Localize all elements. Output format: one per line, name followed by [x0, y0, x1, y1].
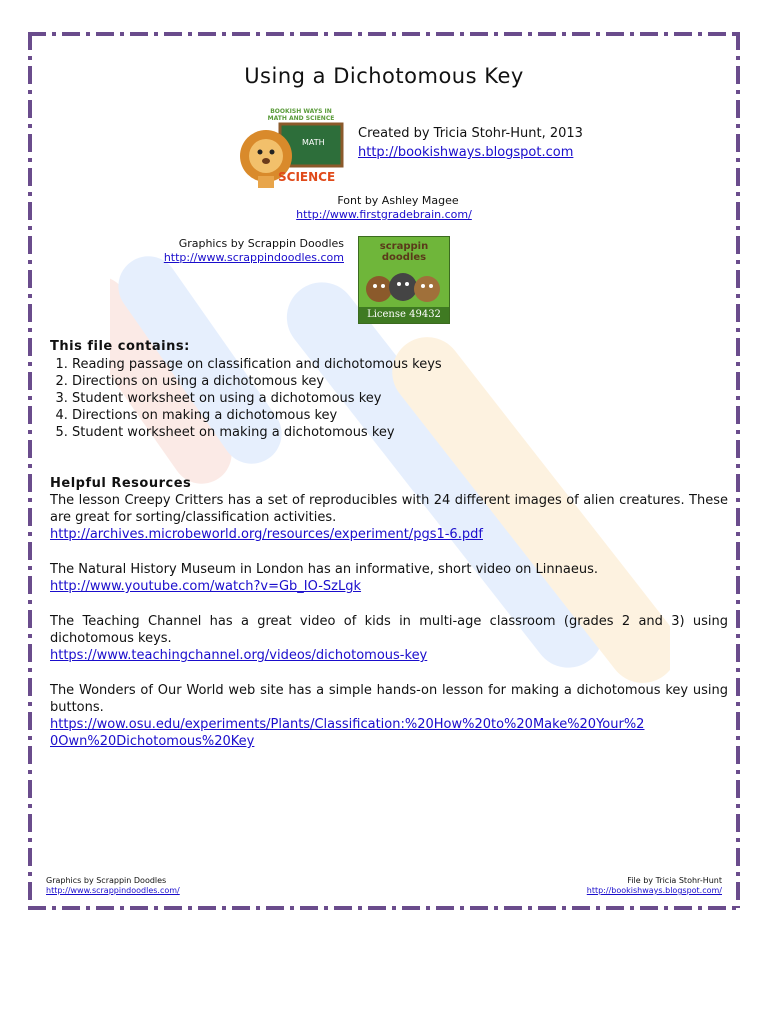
resource-wonders-link-line-1[interactable]: https://wow.osu.edu/experiments/Plants/Classification:%20How%20to%20Make%20Your%2: [50, 717, 645, 732]
font-by-link[interactable]: http://www.firstgradebrain.com/: [296, 208, 472, 221]
animals-icon: [363, 259, 445, 307]
contents-item: 4. Directions on making a dichotomous key: [72, 407, 728, 424]
logo-board-text: MATH: [302, 138, 325, 147]
badge-license: License 49432: [359, 307, 449, 323]
created-by: Created by Tricia Stohr-Hunt, 2013: [358, 126, 583, 141]
footer-graphics-link[interactable]: http://www.scrappindoodles.com/: [46, 886, 180, 895]
resource-wonders-world: [50, 682, 728, 750]
bookish-ways-logo: [236, 104, 350, 190]
page-border-top: [28, 32, 740, 36]
font-by-label: Font by Ashley Magee: [337, 194, 459, 207]
contents-item: 2. Directions on using a dichotomous key: [72, 373, 728, 390]
contents-heading: This file contains:: [50, 339, 190, 354]
resource-wonders-world-text: The Wonders of Our World web site has a simple hands-on lesson for making a dichotomous key using buttons.: [50, 683, 728, 715]
page-border-left: [28, 32, 32, 908]
contents-item: 5. Student worksheet on making a dichotomous key: [72, 424, 728, 441]
badge-title: scrappin doodles: [379, 241, 429, 263]
resource-linnaeus-text: The Natural History Museum in London has an informative, short video on Linnaeus.: [50, 562, 598, 577]
graphics-by-label: Graphics by Scrappin Doodles: [178, 237, 344, 250]
logo-line-2: MATH AND SCIENCE: [267, 115, 335, 122]
graphics-by-link[interactable]: http://www.scrappindoodles.com: [163, 251, 344, 264]
logo-science-text: SCIENCE: [278, 170, 336, 184]
created-by-link[interactable]: http://bookishways.blogspot.com: [358, 145, 574, 160]
resource-wonders-link-line-2[interactable]: 0Own%20Dichotomous%20Key: [50, 734, 255, 749]
page-title: Using a Dichotomous Key: [244, 64, 524, 88]
logo-line-1: BOOKISH WAYS IN: [270, 108, 332, 115]
footer-graphics-label: Graphics by Scrappin Doodles: [46, 876, 167, 885]
scrappin-doodles-badge: [358, 236, 450, 324]
resource-linnaeus-video: [50, 561, 728, 595]
resource-wonders-world-link[interactable]: [50, 716, 728, 750]
resource-creepy-critters-link[interactable]: http://archives.microbeworld.org/resources/experiment/pgs1-6.pdf: [50, 527, 483, 542]
contents-item: 3. Student worksheet on using a dichotomous key: [72, 390, 728, 407]
font-credit-link-row: [0, 208, 768, 221]
resources-heading: Helpful Resources: [50, 476, 192, 491]
resource-creepy-critters-text: The lesson Creepy Critters has a set of reproducibles with 24 different images of alien creatures. These are great for sorting/classification activities.: [50, 493, 728, 525]
contents-list: [50, 356, 728, 441]
resource-creepy-critters: [50, 492, 728, 543]
resource-teaching-channel-text: The Teaching Channel has a great video of kids in multi-age classroom (grades 2 and 3) using dichotomous keys.: [50, 614, 728, 646]
resource-linnaeus-link[interactable]: http://www.youtube.com/watch?v=Gb_IO-SzLgk: [50, 579, 362, 594]
page-border-bottom: [28, 906, 740, 910]
footer-file-label: File by Tricia Stohr-Hunt: [627, 876, 722, 885]
page-border-right: [736, 32, 740, 908]
footer-file-link[interactable]: http://bookishways.blogspot.com/: [586, 886, 722, 895]
contents-item: 1. Reading passage on classification and dichotomous keys: [72, 356, 728, 373]
font-credit: [0, 194, 768, 207]
resource-teaching-channel: [50, 613, 728, 664]
resource-teaching-channel-link[interactable]: https://www.teachingchannel.org/videos/dichotomous-key: [50, 648, 428, 663]
